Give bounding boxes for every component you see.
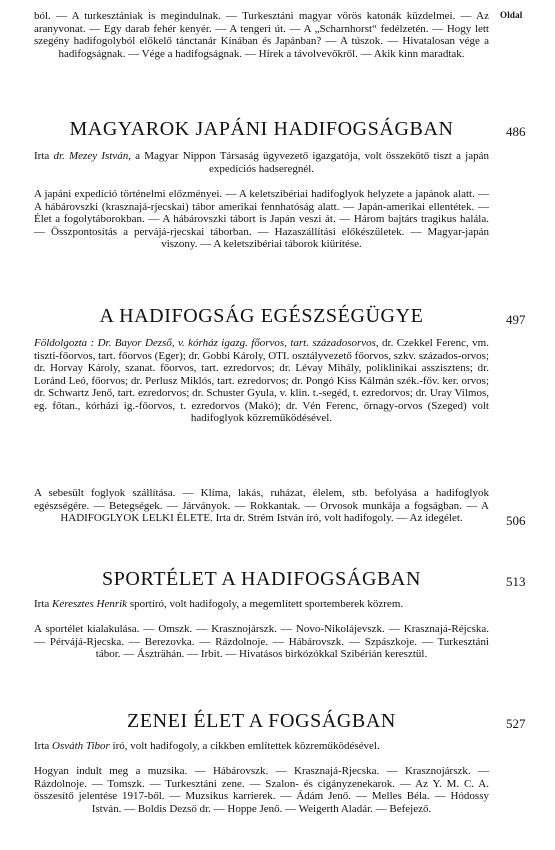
section-author: Irta dr. Mezey István, a Magyar Nippon Társaság ügyvezető igazgatója, volt összekötő tiszt a japán expedíciós hadseregnél.	[34, 150, 489, 175]
intro-contents: ból. — A turkesztániak is megindulnak. — Turkesztáni magyar vörös katonák küzdelmei. — Az aranyvonat. — Egy darab fehér kenyér. — A tengeri út. — A „Scharnhorst“ fedélzetén. — Hogy lett szegény hadifogolyból előkelő tánctanár Kínában és Japánban? — A túszok. — Hivatalosan vége a hadifogságnak. — Vége a hadifogságnak. — Hírek a távolvevőkről. — Akik kinn maradtak.	[34, 10, 489, 60]
section-page-number: 527	[506, 716, 526, 731]
section-contents-block	[34, 765, 489, 815]
section-title: ZENEI ÉLET A FOGSÁGBAN	[127, 710, 396, 732]
section-author-block	[34, 740, 489, 753]
section-page-number: 513	[506, 574, 526, 589]
section-title: MAGYAROK JAPÁNI HADIFOGSÁGBAN	[69, 118, 454, 140]
section-page-number: 486	[506, 124, 526, 139]
section-title: SPORTÉLET A HADIFOGSÁGBAN	[101, 568, 422, 590]
section-contents-block	[34, 623, 489, 661]
section-author-block	[34, 150, 489, 175]
intro-block	[34, 10, 489, 60]
section-contents: A sebesült foglyok szállítása. — Klíma, lakás, ruházat, élelem, stb. befolyása a hadifoglyok egészségére. — Betegségek. — Járványok. — Rokkantak. — Orvosok munkája a fogságban. — A HADIFOGLYOK LELKI ÉLETE. Irta dr. Strém István író, volt hadifogoly. — Az idegélet.	[34, 487, 489, 524]
section-contents-block	[34, 188, 489, 251]
section-contents: A sportélet kialakulása. — Omszk. — Krasznojárszk. — Novo-Nikolájevszk. — Krasznajá-Réjcska. — Pérvájá-Rjecska. — Berezovka. — Rázdolnoje. — Hábárovszk. — Szpászkoje. — Turkesztáni tábor. — Ászträhán. — Irbit. — Hivatásos birkózókkal Szibérián keresztül.	[34, 623, 489, 660]
section-contents: Hogyan indult meg a muzsika. — Hábárovszk. — Krasznajá-Rjecska. — Krasznojárszk. — Rázdolnoje. — Tomszk. — Turkesztáni zene. — Szalon- és cigányzenekarok. — Az Y. M. C. A. összesítő jelentése 1917-ből. — Muzsikus karrierek. — Ádám Jenő. — Melles Béla. — Hódossy István. — Boldis Dezső dr. — Hoppe Jenő. — Weigerth Aladár. — Befejező.	[34, 765, 489, 815]
section-contents: A japáni expedíció történelmi előzményei. — A keletszibériai hadifoglyok helyzete a japánok alatt. — A hábárovszki (krasznajá-rjecskai) tábor amerikai fennhatóság alatt. — Japán-amerikai ellentétek. — Élet a fogolytáborokban. — A hábárovszki tábort is Japán veszi át. — Három bajtárs tragikus halála. — Összpontosítás a pervájá-rjecskai táborban. — Hazaszállítási előkészületek. — Magyar-japán viszony. — A keletszibériai táborok kiürítése.	[34, 188, 489, 250]
section-author: Földolgozta : Dr. Bayor Dezső, v. kórház igazg. főorvos, tart. századosorvos, dr. Czekkel Ferenc, vm. tiszti-főorvos, tart. főorvos (Eger); dr. Gobbi Károly, OTI. osztályvezető főorvos, szkv. százados-orvos; dr. Horvay Károly, szanat. főorvos, tart. ezredorvos; dr. Lévay Mihály, poliklinikai asszisztens; dr. Loránd Leó, főorvos; dr. Perlusz Miklós, tart. ezredorvos; dr. Pongó Kiss Kálmán szék.-főv. ker. orvos; dr. Schwartz Jenő, tart. ezredorvos; dr. Schuster Gyula, v. klin. t.-segéd, t. ezredorvos; dr. Uray Vilmos, eg. főtan., kórházi ig.-főorvos, t. ezredorvos (Makó); dr. Vén Ferenc, őrnagy-orvos (Szeged) volt hadifoglyok közreműködésével.	[34, 337, 489, 424]
section-author: Irta Keresztes Henrik sportíró, volt hadifogoly, a megemlített sportemberek közrem.	[34, 598, 404, 610]
page-column-label: Oldal	[500, 10, 523, 20]
section-title: A HADIFOGSÁG EGÉSZSÉGÜGYE	[99, 305, 424, 327]
section-author-block	[34, 598, 489, 611]
section-page-number: 497	[506, 312, 526, 327]
subsection-page-number: 506	[506, 513, 526, 528]
section-author-block	[34, 337, 489, 425]
section-author: Irta Osváth Tibor író, volt hadifogoly, a cikkben említettek közreműködésével.	[34, 740, 380, 752]
section-contents-block	[34, 487, 489, 525]
